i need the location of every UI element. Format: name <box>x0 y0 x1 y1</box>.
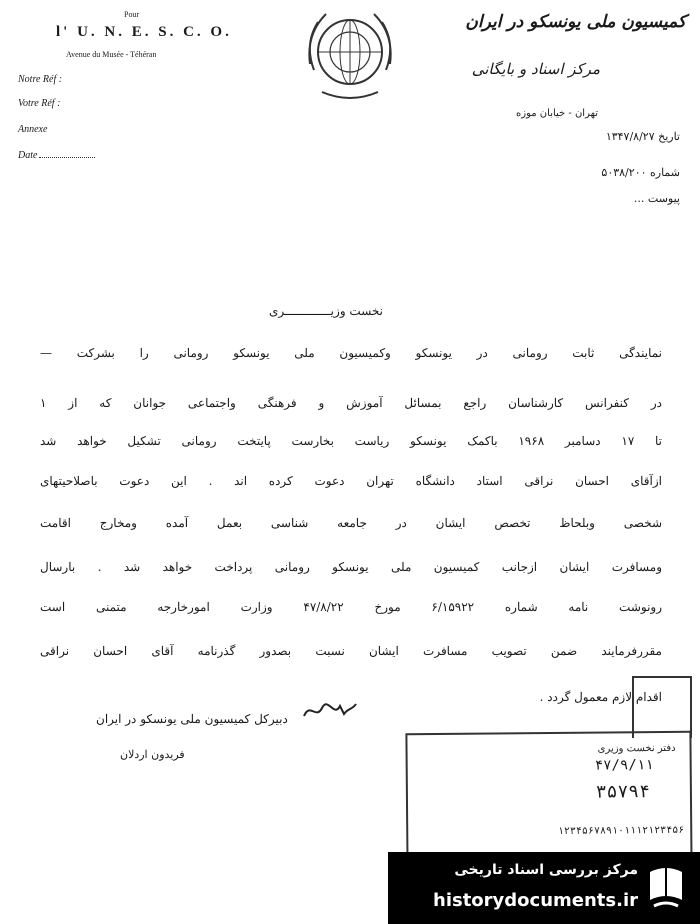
stamp-header: دفتر نخست وزیری <box>597 742 676 755</box>
signature-title: دبیرکل کمیسیون ملی یونسکو در ایران <box>96 712 288 726</box>
date-field <box>18 150 95 161</box>
persian-address: تهران - خیابان موزه <box>516 108 598 119</box>
date-dotted-line <box>39 157 95 158</box>
stamp-tab <box>632 676 692 738</box>
ref-notre-field <box>18 74 62 85</box>
watermark-title: مرکز بررسی اسناد تاریخی <box>454 862 638 878</box>
org-address: Avenue du Musée - Téhéran <box>66 50 157 59</box>
letterhead-pour-label: Pour <box>124 10 140 19</box>
persian-attachment-field: پیوست ... <box>633 192 680 205</box>
annexe-field <box>18 124 47 135</box>
body-line: ومسافرت ایشان ازجانب کمیسیون ملی یونسکو رومانی پرداخت خواهد شد . بارسال <box>40 560 662 574</box>
body-line: ازآقای احسان نراقی استاد دانشگاه تهران دعوت کرده اند . این دعوت باصلاحیتهای <box>40 474 662 488</box>
body-line: در کنفرانس کارشناسان راجع بمسائل آموزش و فرهنگی واجتماعی جوانان که از ۱ <box>40 396 662 410</box>
un-emblem-icon <box>296 4 404 106</box>
date-label: Date <box>18 150 38 161</box>
body-line: نمایندگی ثابت رومانی در یونسکو وکمیسیون ملی یونسکو رومانی را بشرکت — <box>40 346 662 360</box>
persian-date-field: تاریخ ۱۳۴۷/۸/۲۷ <box>605 130 680 143</box>
persian-subtitle: مرکز اسناد و بایگانی <box>471 60 600 78</box>
ref-votre-label: Votre Réf : <box>18 98 61 109</box>
body-line: تا ۱۷ دسامبر ۱۹۶۸ باکمک یونسکو ریاست بخارست پایتخت رومانی تشکیل خواهد شد <box>40 434 662 448</box>
watermark-url: historydocuments.ir <box>433 890 638 911</box>
body-line: مقررفرمایند ضمن تصویب مسافرت ایشان نسبت بصدور گذرنامه آقای احسان نراقی <box>40 644 662 658</box>
body-line: رونوشت نامه شماره ۶/۱۵۹۲۲ مورخ ۴۷/۸/۲۲ وزارت امورخارجه متمنی است <box>40 600 662 614</box>
handwritten-signature-icon <box>300 698 360 724</box>
ref-notre-label: Notre Réf : <box>18 74 63 85</box>
body-line: شخصی وبلحاظ تخصص ایشان در جامعه شناسی بعمل آمده ومخارج اقامت <box>40 516 662 530</box>
stamp-number: ۳۵۷۹۴ <box>595 781 651 803</box>
org-title: l' U. N. E. S. C. O. <box>56 24 232 40</box>
signature-name: فریدون اردلان <box>120 748 185 761</box>
persian-org-title: کمیسیون ملی یونسکو در ایران <box>465 12 686 32</box>
recipient-heading: نخست وزیـــــــــــــری <box>268 304 384 318</box>
persian-number-field: شماره ۵۰۳۸/۲۰۰ <box>601 166 680 179</box>
book-logo-icon <box>642 860 690 916</box>
watermark-banner <box>388 852 700 924</box>
annexe-label: Annexe <box>18 124 48 135</box>
stamp-date: ۴۷/۹/۱۱ <box>594 757 654 774</box>
stamp-footer: ۱۲۳۴۵۶۷۸۹۱۰۱۱۱۲۱۲۳۴۵۶ <box>557 824 685 837</box>
body-line: اقدام لازم معمول گردد . <box>539 690 662 704</box>
ref-votre-field <box>18 98 60 109</box>
